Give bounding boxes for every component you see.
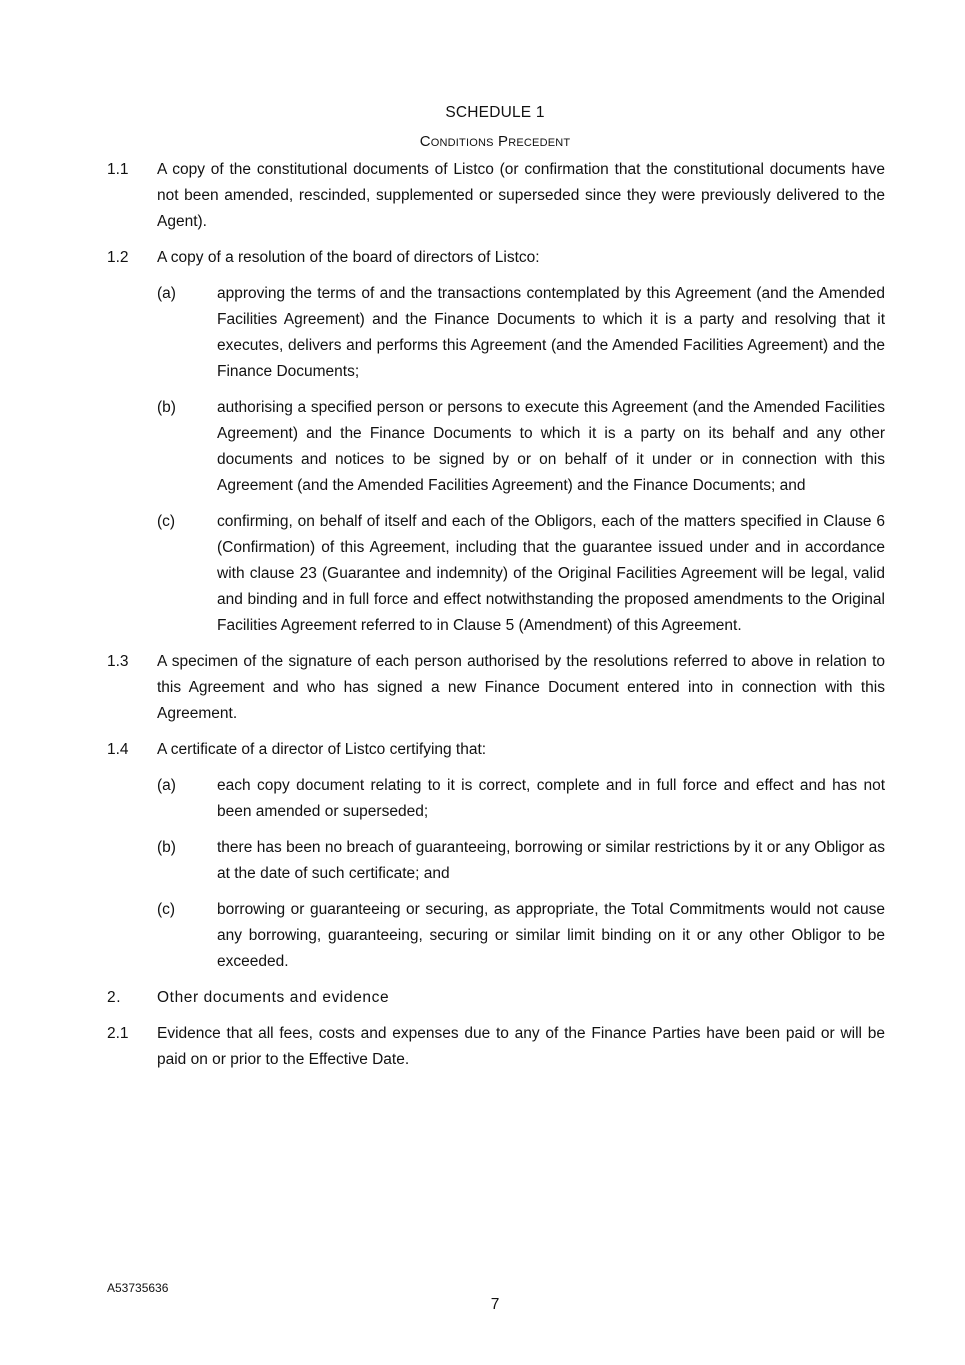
schedule-title: SCHEDULE 1 [445,104,545,121]
clause-1-2-c [107,509,885,639]
sub-clause-text: there has been no breach of guaranteeing, borrowing or similar restrictions by it or any Obligor as at the date of such certificate; and [217,839,885,882]
sub-clause-text: approving the terms of and the transactions contemplated by this Agreement (and the Amended Facilities Agreement) and the Finance Documents to which it is a party and resolving that it executes, delivers and performs this Agreement (and the Amended Facilities Agreement) and the Finance Documents; [217,285,885,380]
section-number: 2. [107,989,122,1006]
clause-1-3 [107,649,885,727]
section-heading-text: Other documents and evidence [157,989,390,1006]
sub-clause-number: (c) [157,513,176,530]
clause-number: 1.2 [107,249,129,266]
clause-1-2-a [107,281,885,385]
document-body [107,157,885,1083]
clause-text: A specimen of the signature of each person authorised by the resolutions referred to above in relation to this Agreement and who has signed a new Finance Document entered into in connection with this Agreement. [157,653,885,722]
clause-text: A copy of the constitutional documents of Listco (or confirmation that the constitutional documents have not been amended, rescinded, supplemented or superseded since they were previously delivered to the Agent). [157,161,885,230]
sub-clause-text: authorising a specified person or persons to execute this Agreement (and the Amended Facilities Agreement) and the Finance Documents to which it is a party on its behalf and any other documents and notices to be signed by or on behalf of it under or in connection with this Agreement (and the Amended Facilities Agreement) and the Finance Documents; and [217,399,885,494]
clause-2-1 [107,1021,885,1073]
clause-number: 1.3 [107,653,129,670]
clause-text: Evidence that all fees, costs and expenses due to any of the Finance Parties have been paid or will be paid on or prior to the Effective Date. [157,1025,885,1068]
clause-text: A certificate of a director of Listco certifying that: [157,741,487,758]
sub-clause-number: (a) [157,777,176,794]
sub-clause-number: (c) [157,901,176,918]
page-number: 7 [490,1296,500,1313]
clause-1-4-c [107,897,885,975]
clause-1-2-b [107,395,885,499]
sub-clause-number: (b) [157,399,176,416]
clause-number: 2.1 [107,1025,129,1042]
clause-1-4-b [107,835,885,887]
sub-clause-text: confirming, on behalf of itself and each of the Obligors, each of the matters specified in Clause 6 (Confirmation) of this Agreement, including that the guarantee issued under and in accordance with clause 23 (Guarantee and indemnity) of the Original Facilities Agreement will be legal, valid and binding and in full force and effect notwithstanding the proposed amendments to the Original Facilities Agreement referred to in Clause 5 (Amendment) of this Agreement. [217,513,885,634]
schedule-subtitle: Conditions Precedent [419,133,571,150]
clause-1-4-a [107,773,885,825]
clause-1-4 [107,737,885,763]
clause-number: 1.4 [107,741,129,758]
clause-number: 1.1 [107,161,129,178]
clause-text: A copy of a resolution of the board of directors of Listco: [157,249,540,266]
clause-1-1 [107,157,885,235]
section-2-heading [107,985,885,1011]
sub-clause-text: each copy document relating to it is correct, complete and in full force and effect and has not been amended or superseded; [217,777,885,820]
sub-clause-text: borrowing or guaranteeing or securing, as appropriate, the Total Commitments would not cause any borrowing, guaranteeing, securing or similar limit binding on it or any other Obligor to be exceeded. [217,901,885,970]
clause-1-2 [107,245,885,271]
sub-clause-number: (b) [157,839,176,856]
sub-clause-number: (a) [157,285,176,302]
document-reference: A53735636 [107,1281,169,1295]
